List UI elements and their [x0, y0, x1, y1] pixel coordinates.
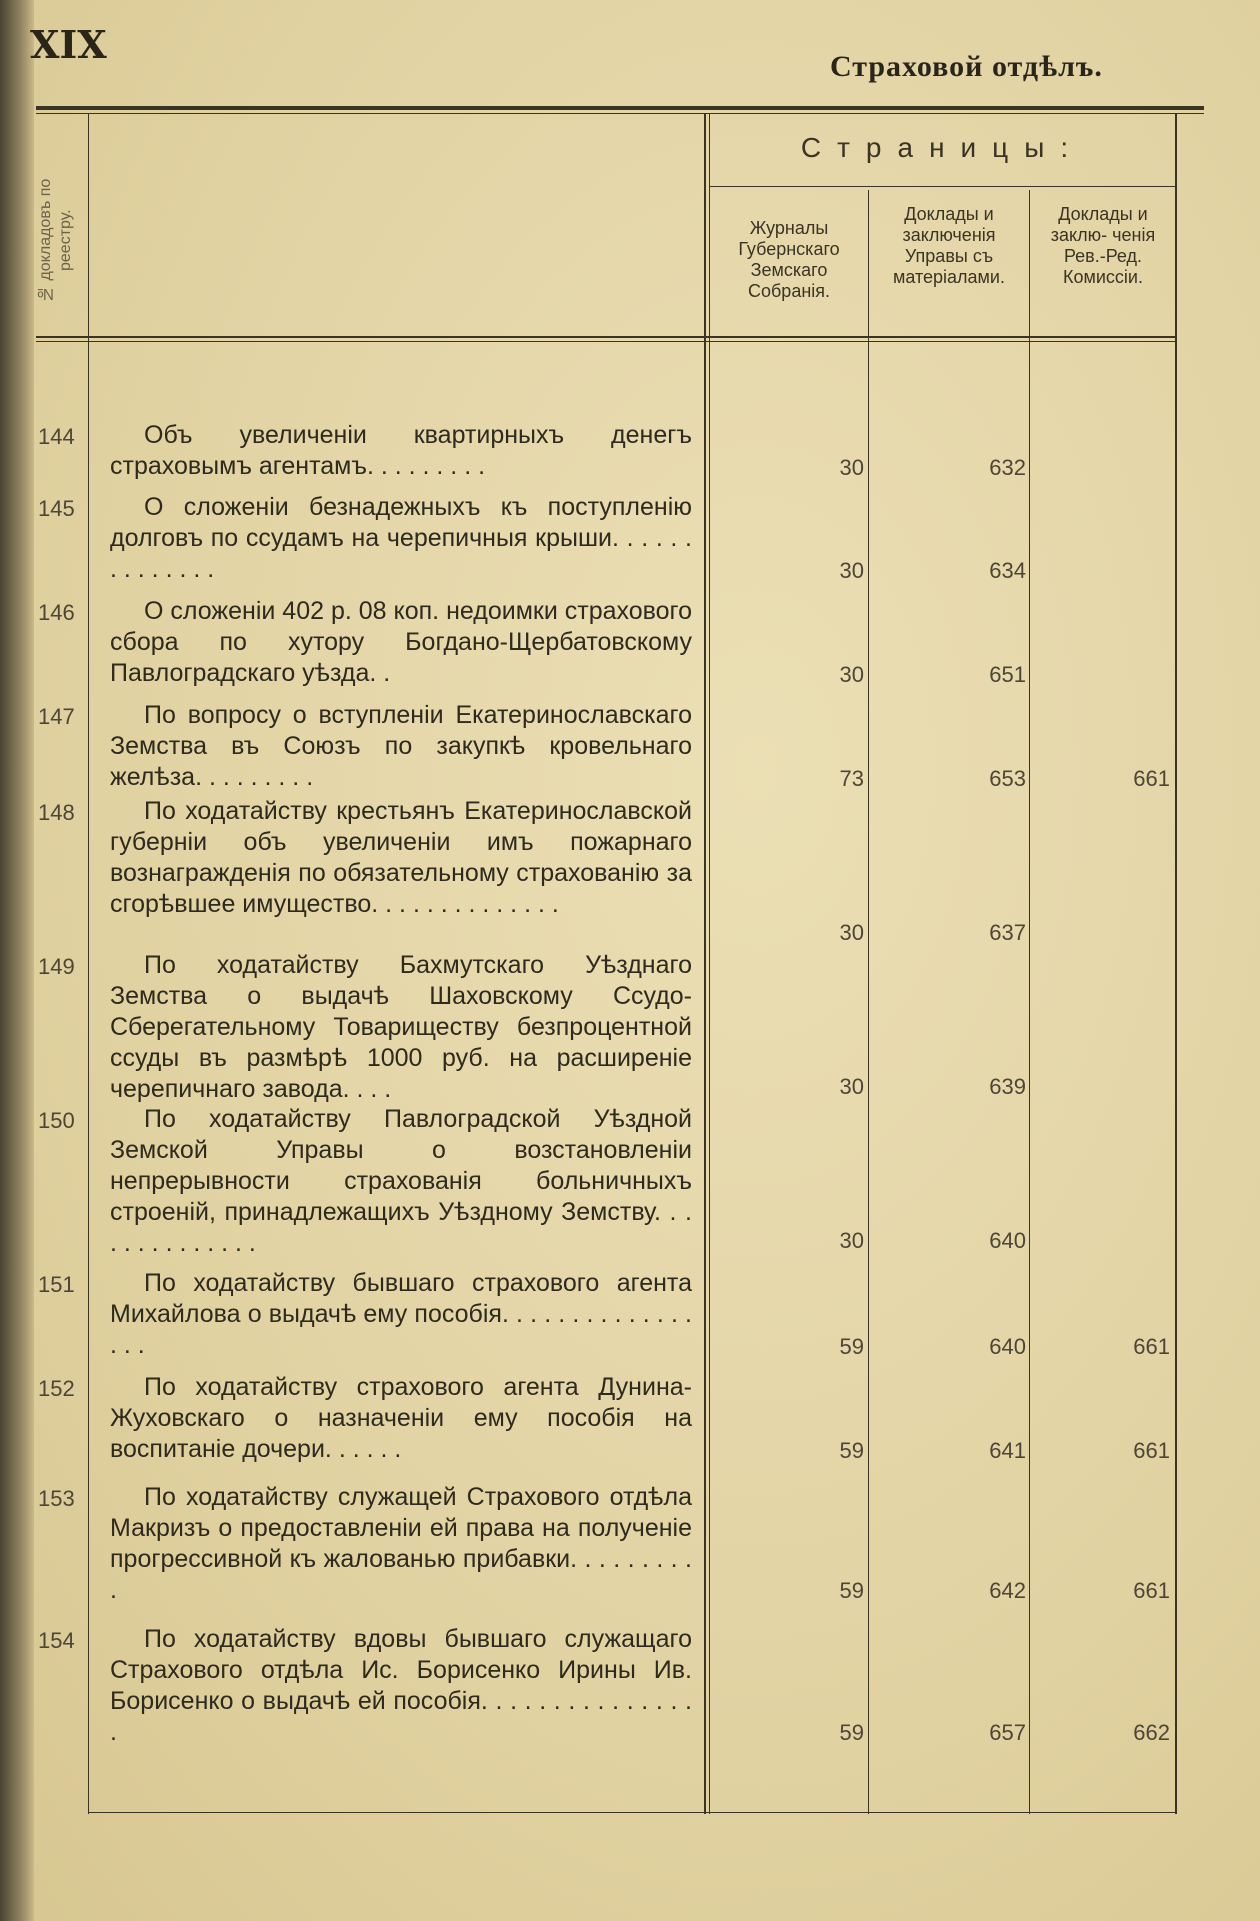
commission-page: 661 — [1133, 1438, 1170, 1463]
book-spine — [0, 0, 34, 1921]
top-rule — [36, 106, 1204, 110]
running-head: Страховой отдѣлъ. — [830, 50, 1103, 83]
report-page: 642 — [989, 1578, 1026, 1603]
row-number: 146 — [38, 600, 75, 625]
commission-column-header: Доклады и заклю- ченія Рев.-Ред. Комиссіи. — [1050, 204, 1156, 287]
vrule-desc-right — [704, 114, 706, 1814]
journal-page: 30 — [839, 662, 864, 687]
report-page: 637 — [989, 920, 1026, 945]
report-page: 657 — [989, 1720, 1026, 1745]
journal-page: 73 — [839, 766, 864, 791]
report-column-header: Доклады и заключенія Управы съ матеріалами. — [892, 204, 1005, 287]
row-number: 147 — [38, 704, 75, 729]
vrule-col2 — [1029, 190, 1030, 1814]
vrule-right — [1175, 114, 1177, 1814]
report-page: 632 — [989, 455, 1026, 480]
row-description: По ходатайству бывшаго страхового агента Михайлова о выдачѣ ему пособія. . . . . . . . . . . . . . . . . — [110, 1269, 692, 1359]
report-page: 639 — [989, 1074, 1026, 1099]
row-number: 149 — [38, 954, 75, 979]
journal-page: 59 — [839, 1578, 864, 1603]
row-description: По вопросу о вступленіи Екатеринославскаго Земства въ Союзъ по закупкѣ кровельнаго желѣза. . . . . . . . . — [110, 701, 692, 791]
commission-page: 662 — [1133, 1720, 1170, 1745]
row-description: По ходатайству крестьянъ Екатеринославской губерніи объ увеличеніи имъ пожарнаго вознагражденія по обязательному страхованію за сгорѣвшее имущество. . . . . . . . . . . . . . — [110, 797, 692, 918]
row-number: 144 — [38, 424, 75, 449]
journal-page: 30 — [839, 1228, 864, 1253]
row-description: Объ увеличеніи квартирныхъ денегъ страховымъ агентамъ. . . . . . . . . — [110, 421, 692, 480]
row-description: По ходатайству Бахмутскаго Уѣзднаго Земства о выдачѣ Шаховскому Ссудо-Сберегательному Товариществу безпроцентной ссуды въ размѣрѣ 1000 руб. на расширеніе черепичнаго завода. . . . — [110, 951, 692, 1103]
table-bottom-rule — [88, 1812, 1176, 1813]
row-description: По ходатайству вдовы бывшаго служащаго Страхового отдѣла Ис. Борисенко Ирины Ив. Борисенко о выдачѣ ей пособія. . . . . . . . . . . . . . . . — [110, 1625, 692, 1746]
commission-page: 661 — [1133, 1334, 1170, 1359]
report-page: 634 — [989, 558, 1026, 583]
report-page: 653 — [989, 766, 1026, 791]
report-number-header: № докладовъ по реестру. — [37, 178, 74, 302]
pages-subrule — [710, 186, 1175, 187]
journal-page: 30 — [839, 920, 864, 945]
report-page: 640 — [989, 1228, 1026, 1253]
header-bottom-rule-thin — [36, 341, 1176, 342]
pages-header: Страницы: — [800, 132, 1085, 163]
report-page: 651 — [989, 662, 1026, 687]
row-number: 148 — [38, 800, 75, 825]
vrule-left — [88, 114, 89, 1814]
row-description: О сложеніи безнадежныхъ къ поступленію долговъ по ссудамъ на черепичныя крыши. . . . . . . . . . . . . . — [110, 493, 692, 583]
journal-page: 59 — [839, 1720, 864, 1745]
page-number: XIX — [30, 22, 107, 67]
vrule-col1 — [868, 190, 869, 1814]
journal-page: 59 — [839, 1438, 864, 1463]
row-description: О сложеніи 402 р. 08 коп. недоимки страхового сбора по хутору Богдано-Щербатовскому Павлоградскаго уѣзда. . — [110, 597, 692, 687]
row-number: 152 — [38, 1376, 75, 1401]
journal-page: 59 — [839, 1334, 864, 1359]
commission-page: 661 — [1133, 1578, 1170, 1603]
row-number: 153 — [38, 1486, 75, 1511]
report-page: 641 — [989, 1438, 1026, 1463]
header-bottom-rule — [36, 336, 1176, 338]
row-description: По ходатайству страхового агента Дунина-Жуховскаго о назначеніи ему пособія на воспитаніе дочери. . . . . . — [110, 1373, 692, 1463]
row-number: 145 — [38, 496, 75, 521]
row-number: 150 — [38, 1108, 75, 1133]
report-page: 640 — [989, 1334, 1026, 1359]
journal-column-header: Журналы Губернскаго Земскаго Собранія. — [738, 218, 840, 301]
row-description: По ходатайству Павлоградской Уѣздной Земской Управы о возстановленіи непрерывности страхованія больничныхъ строеній, принадлежащихъ Уѣздному Земству. . . . . . . . . . . . . . — [110, 1105, 692, 1257]
journal-page: 30 — [839, 558, 864, 583]
vrule-desc-right-2 — [709, 114, 710, 1814]
journal-page: 30 — [839, 455, 864, 480]
row-description: По ходатайству служащей Страхового отдѣла Макризъ о предоставленіи ей права на полученіе прогрессивной къ жалованью прибавки. . . . . . . . . . — [110, 1483, 692, 1604]
journal-page: 30 — [839, 1074, 864, 1099]
top-rule-thin — [36, 113, 1204, 114]
row-number: 154 — [38, 1628, 75, 1653]
row-number: 151 — [38, 1272, 75, 1297]
commission-page: 661 — [1133, 766, 1170, 791]
